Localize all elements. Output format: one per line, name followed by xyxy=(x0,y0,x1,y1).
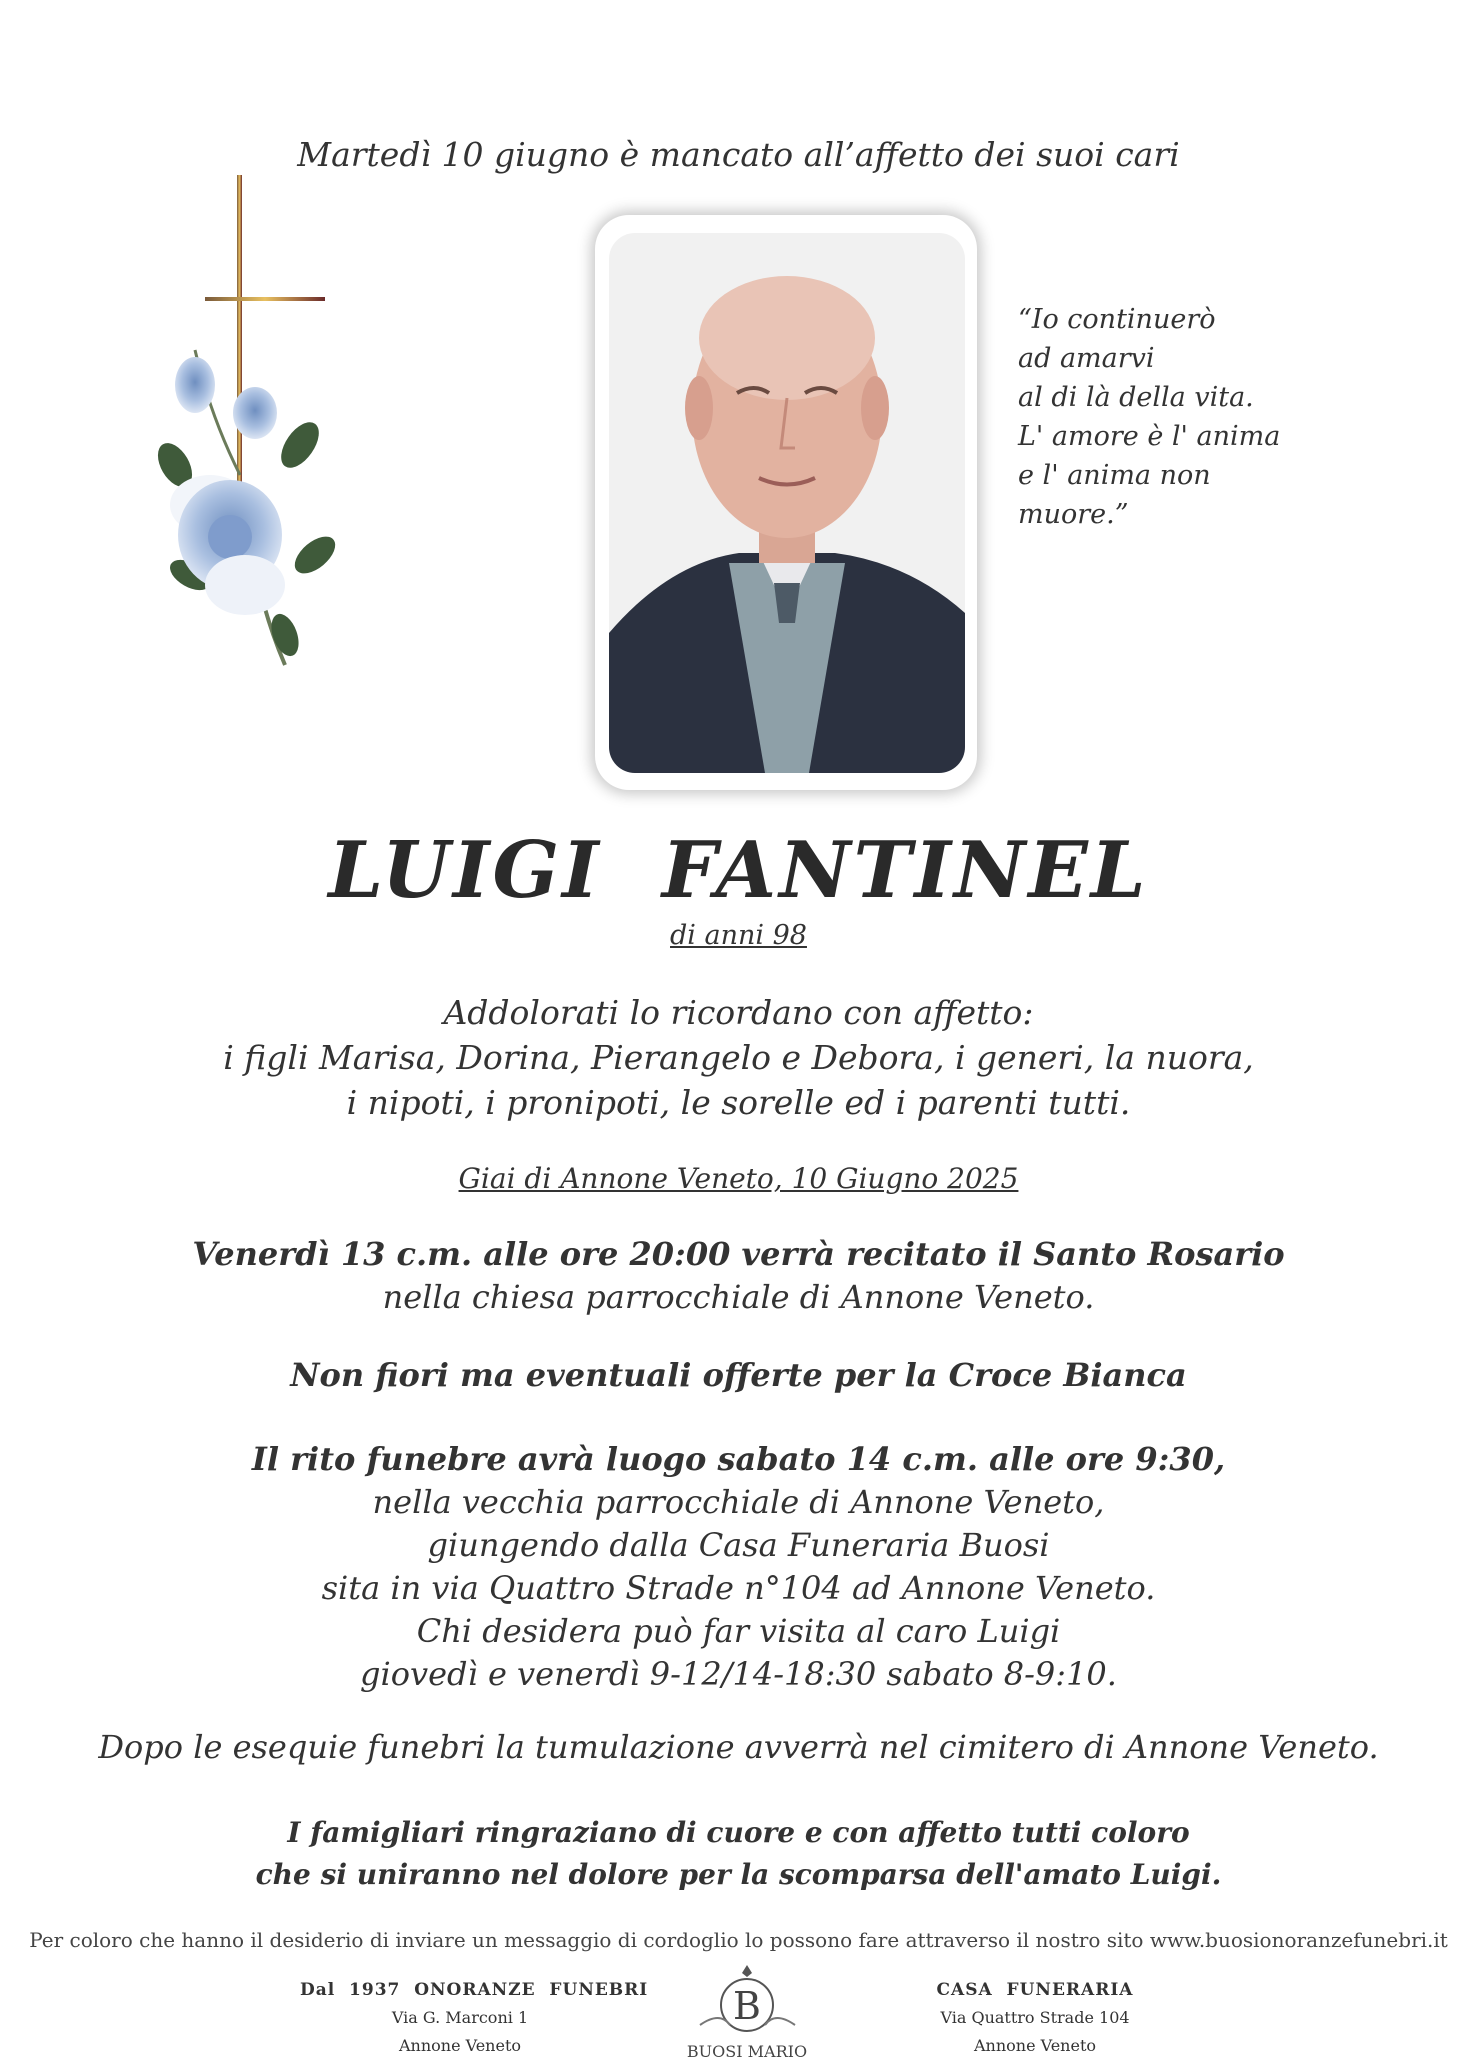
rite-line: Chi desidera può far visita al caro Luigi xyxy=(416,1612,1061,1650)
agency-right-city: Annone Veneto xyxy=(973,2036,1097,2055)
mourners-line: i nipoti, i pronipoti, le sorelle ed i parenti tutti. xyxy=(346,1083,1131,1122)
rite-line: sita in via Quattro Strade n°104 ad Annone Veneto. xyxy=(321,1569,1156,1607)
rosary-block xyxy=(0,1233,1477,1319)
agency-left-city: Annone Veneto xyxy=(398,2036,522,2055)
place-date xyxy=(0,1162,1477,1195)
portrait-photo xyxy=(609,233,965,773)
rite-block xyxy=(0,1438,1477,1696)
agency-left-title: Dal 1937 ONORANZE FUNEBRI xyxy=(300,1980,649,2000)
quote-line: “Io continuerò xyxy=(1018,304,1216,335)
thanks-line: che si uniranno nel dolore per la scomparsa dell'amato Luigi. xyxy=(255,1858,1222,1891)
quote-line: e l' anima non xyxy=(1018,460,1211,491)
rosary-headline: Venerdì 13 c.m. alle ore 20:00 verrà recitato il Santo Rosario xyxy=(192,1235,1285,1273)
rite-line: giovedì e venerdì 9-12/14-18:30 sabato 8-9:10. xyxy=(360,1655,1117,1693)
intro-text: Martedì 10 giugno è mancato all’affetto dei suoi cari xyxy=(297,135,1180,174)
agency-right-title: CASA FUNERARIA xyxy=(936,1980,1134,2000)
rite-line: nella vecchia parrocchiale di Annone Veneto, xyxy=(372,1483,1105,1521)
thanks-line: I famigliari ringraziano di cuore e con affetto tutti coloro xyxy=(287,1816,1190,1849)
logo-name: BUOSI MARIO xyxy=(686,2042,808,2061)
deceased-age-text: di anni 98 xyxy=(670,920,807,951)
logo-letter: B xyxy=(733,1984,761,2028)
rite-headline: Il rito funebre avrà luogo sabato 14 c.m. alle ore 9:30, xyxy=(251,1440,1226,1478)
place-date-text: Giai di Annone Veneto, 10 Giugno 2025 xyxy=(458,1162,1019,1195)
deceased-age xyxy=(0,920,1477,951)
burial-note: Dopo le esequie funebri la tumulazione avverrà nel cimitero di Annone Veneto. xyxy=(98,1728,1379,1766)
rosary-location: nella chiesa parrocchiale di Annone Veneto. xyxy=(382,1278,1095,1316)
mourners-line: Addolorati lo ricordano con affetto: xyxy=(443,993,1034,1032)
agency-left-address: Via G. Marconi 1 xyxy=(391,2008,529,2027)
quote-line: L' amore è l' anima xyxy=(1018,421,1281,452)
mourners-line: i figli Marisa, Dorina, Pierangelo e Debora, i generi, la nuora, xyxy=(223,1038,1254,1077)
condolence-message: Per coloro che hanno il desiderio di inviare un messaggio di cordoglio lo possono fare attraverso il nostro sito www.buosionoranzefunebri.it xyxy=(29,1928,1448,1952)
agency-right-address: Via Quattro Strade 104 xyxy=(940,2008,1130,2027)
quote-line: muore.” xyxy=(1018,499,1129,530)
agency-right xyxy=(895,1976,1175,2060)
cross-with-roses-icon xyxy=(135,175,365,705)
buosi-logo xyxy=(680,1963,815,2063)
quote-line: ad amarvi xyxy=(1018,343,1155,374)
memorial-quote xyxy=(1018,300,1280,534)
rite-line: giungendo dalla Casa Funeraria Buosi xyxy=(427,1526,1050,1564)
portrait-photo-frame xyxy=(595,215,977,790)
deceased-name xyxy=(0,825,1477,916)
agency-left xyxy=(300,1976,649,2060)
flowers-note: Non fiori ma eventuali offerte per la Croce Bianca xyxy=(290,1356,1187,1394)
quote-line: al di là della vita. xyxy=(1018,382,1254,413)
mourners-block xyxy=(0,990,1477,1125)
deceased-name-text: LUIGI FANTINEL xyxy=(328,825,1149,916)
thanks-block xyxy=(0,1812,1477,1896)
